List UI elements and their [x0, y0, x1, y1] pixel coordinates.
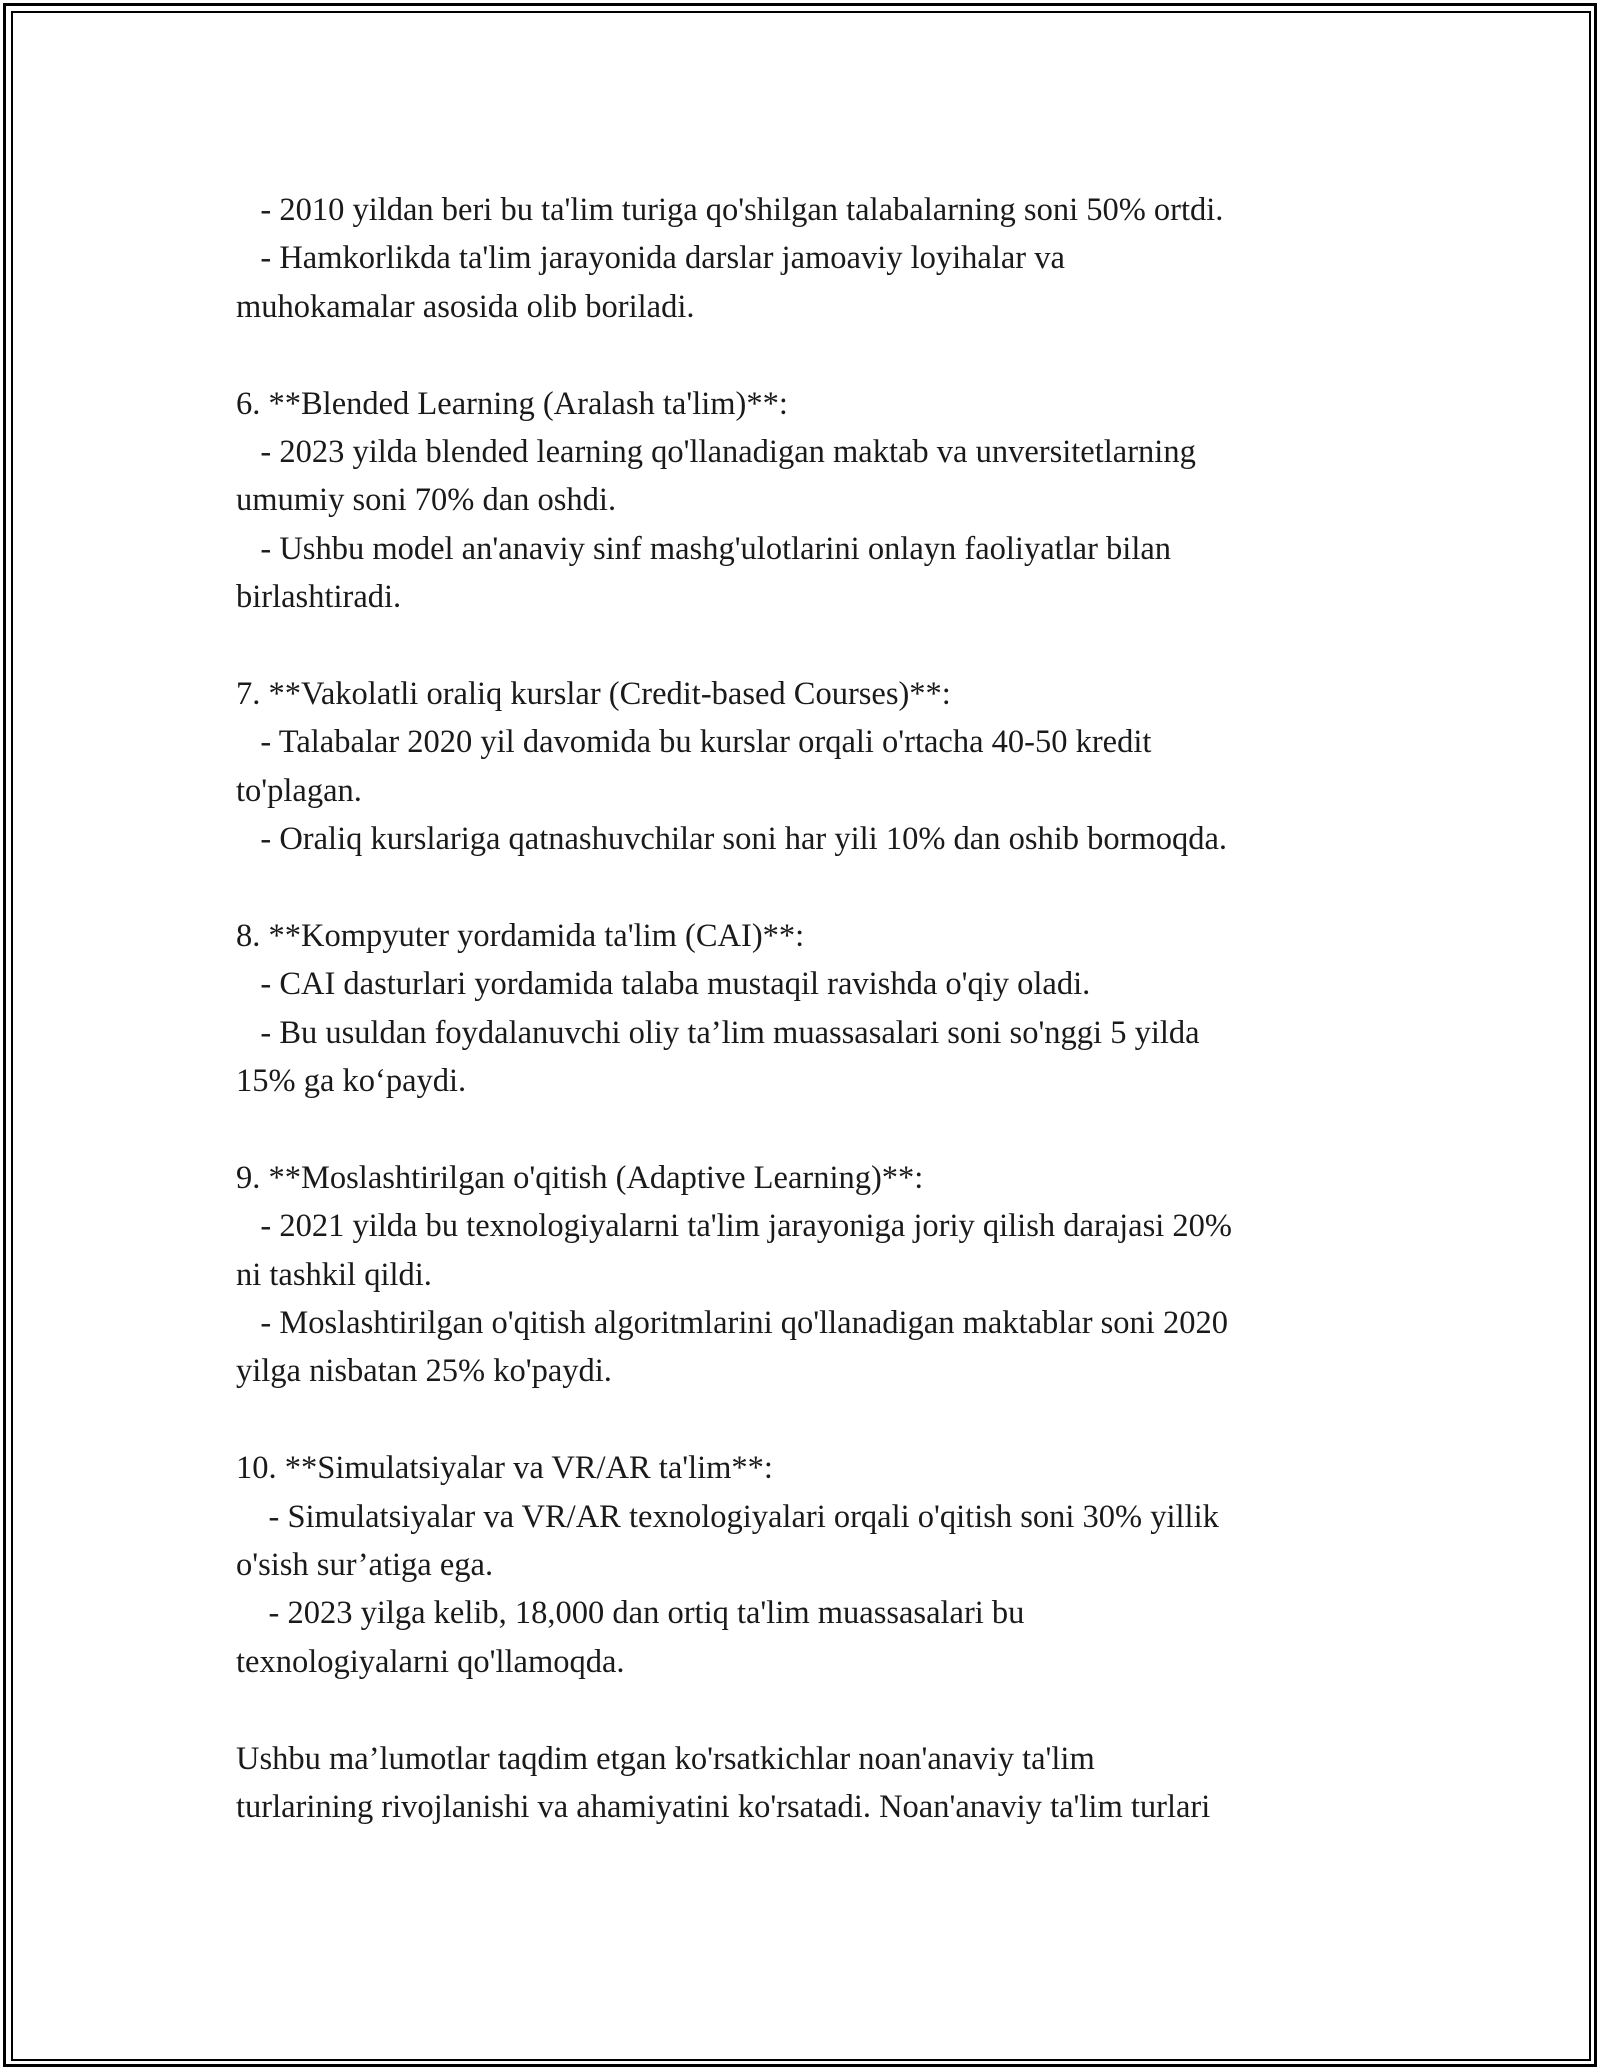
- text-line: birlashtiradi.: [236, 579, 402, 616]
- text-line: - 2023 yilda blended learning qo'llanadigan maktab va unversitetlarning: [236, 433, 1196, 470]
- blank-line: [236, 863, 1386, 911]
- text-line: texnologiyalarni qo'llamoqda.: [236, 1643, 625, 1680]
- blank-line: [236, 331, 1386, 379]
- text-line: - Simulatsiyalar va VR/AR texnologiyalari orqali o'qitish soni 30% yillik: [236, 1498, 1219, 1535]
- text-line: o'sish sur’atiga ega.: [236, 1546, 494, 1583]
- text-line: 6. **Blended Learning (Aralash ta'lim)**:: [236, 385, 788, 422]
- text-line: turlarining rivojlanishi va ahamiyatini ko'rsatadi. Noan'anaviy ta'lim turlari: [236, 1788, 1211, 1825]
- text-line: - Hamkorlikda ta'lim jarayonida darslar jamoaviy loyihalar va: [236, 240, 1065, 277]
- text-line: - Ushbu model an'anaviy sinf mashg'ulotlarini onlayn faoliyatlar bilan: [236, 530, 1172, 567]
- text-line: - 2023 yilga kelib, 18,000 dan ortiq ta'lim muassasalari bu: [236, 1595, 1025, 1632]
- text-line: - Bu usuldan foydalanuvchi oliy ta’lim muassasalari soni so'nggi 5 yilda: [236, 1014, 1200, 1051]
- text-line: 7. **Vakolatli oraliq kurslar (Credit-based Courses)**:: [236, 675, 951, 712]
- text-line: - Talabalar 2020 yil davomida bu kurslar orqali o'rtacha 40-50 kredit: [236, 724, 1152, 761]
- blank-line: [236, 1686, 1386, 1734]
- text-line: - 2021 yilda bu texnologiyalarni ta'lim jarayoniga joriy qilish darajasi 20%: [236, 1208, 1232, 1245]
- blank-line: [236, 1396, 1386, 1444]
- blank-line: [236, 622, 1386, 670]
- document-body: [236, 186, 1386, 1831]
- text-line: - Oraliq kurslariga qatnashuvchilar soni har yili 10% dan oshib bormoqda.: [236, 821, 1228, 858]
- text-line: 15% ga ko‘paydi.: [236, 1063, 467, 1100]
- text-line: - Moslashtirilgan o'qitish algoritmlarini qo'llanadigan maktablar soni 2020: [236, 1304, 1228, 1341]
- text-line: ni tashkil qildi.: [236, 1256, 432, 1293]
- text-line: - 2010 yildan beri bu ta'lim turiga qo'shilgan talabalarning soni 50% ortdi.: [236, 192, 1224, 228]
- text-line: muhokamalar asosida olib boriladi.: [236, 288, 695, 325]
- text-line: Ushbu ma’lumotlar taqdim etgan ko'rsatkichlar noan'anaviy ta'lim: [236, 1740, 1095, 1777]
- text-line: 9. **Moslashtirilgan o'qitish (Adaptive Learning)**:: [236, 1159, 924, 1196]
- text-line: umumiy soni 70% dan oshdi.: [236, 482, 617, 519]
- text-line: to'plagan.: [236, 772, 362, 809]
- text-line: 10. **Simulatsiyalar va VR/AR ta'lim**:: [236, 1450, 773, 1487]
- text-line: yilga nisbatan 25% ko'paydi.: [236, 1353, 612, 1390]
- text-line: - CAI dasturlari yordamida talaba mustaqil ravishda o'qiy oladi.: [236, 966, 1091, 1003]
- blank-line: [236, 1105, 1386, 1153]
- text-line: 8. **Kompyuter yordamida ta'lim (CAI)**:: [236, 917, 805, 954]
